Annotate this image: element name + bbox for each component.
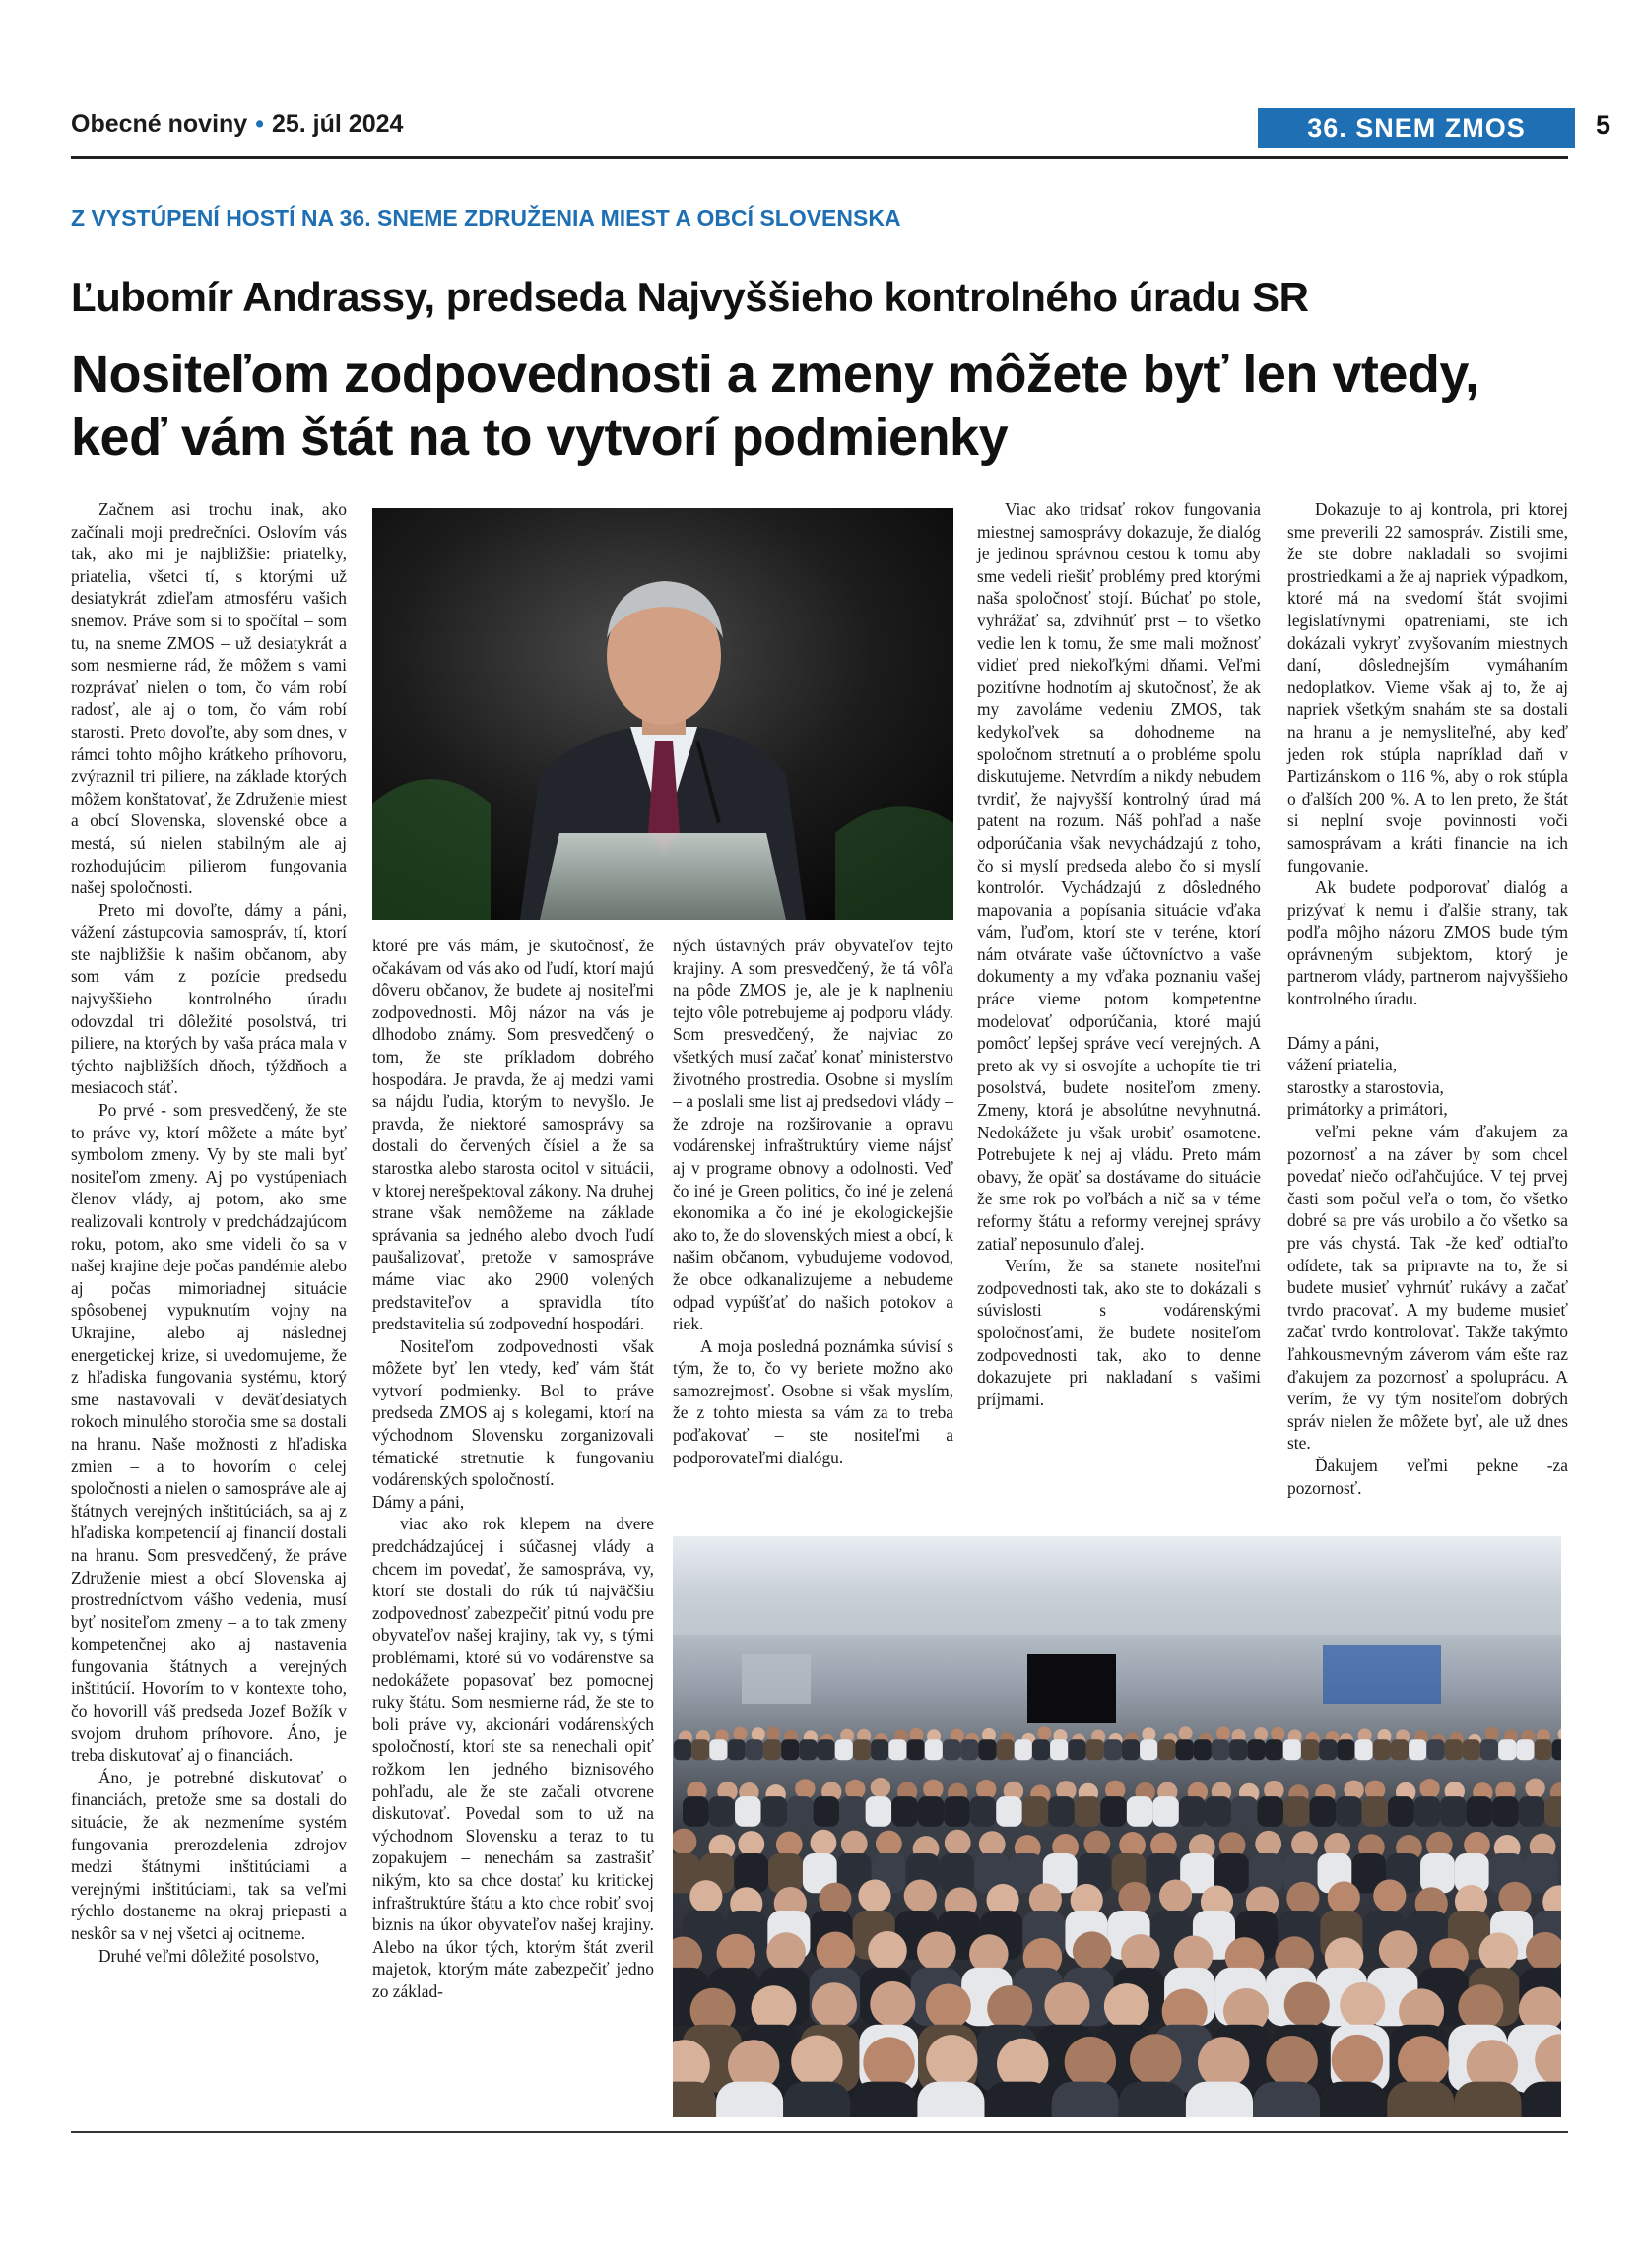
paragraph: ných ústavných práv obyvateľov tejto krajiny. A som presvedčený, že tá vôľa na pôde ZMOS je, ale je k naplneniu tejto vôle potrebujeme aj podporu vlády. Som presvedčený, že najviac zo všetkých musí začať konať ministerstvo životného prostredia. Osobne si myslím – a poslali sme list aj predsedovi vlády – že zdroje na rozširovanie a opravu vodárenskej infraštruktúry vieme nájsť aj v programe obnovy a odolnosti. Veď čo iné je Green politics, čo iné je zelená ekonomika a čo iné je ekologickejšie ako to, že do slovenských miest a obcí, k našim občanom, vybudujeme vodovod, že obce odkanalizujeme a nebudeme odpad vypúšťať do našich potokov a riek.: [673, 936, 953, 1334]
page-number: 5: [1596, 110, 1611, 140]
paragraph: Druhé veľmi dôležité posolstvo,: [98, 1945, 320, 1966]
audience-photo: [673, 1536, 1561, 2117]
paragraph: Po prvé - som presvedčený, že ste to práve vy, ktorí môžete a máte byť symbolom zmeny. Vy by ste mali byť nositeľom zmeny. Aj po vystúpeniach členov vlády, aj potom, ako sme realizovali kontroly v predchádzajúcom roku, potom, ako sme videli čo sa v našej krajine deje počas pandémie alebo aj počas mimoriadnej situácie spôsobenej vypuknutím vojny na Ukrajine, alebo aj následnej energetickej krize, si uvedomujeme, že z hľadiska fungovania systému, ktorý sme nastavovali v deväťdesiatych rokoch minulého storočia sme sa dostali na hranu. Naše možnosti z hľadiska zmien – a to hovorím o celej spoločnosti a nielen o samospráve ale aj štátnych verejných inštitúciách, sa aj z hľadiska kompetencií aj financií dostali na hranu. Som presvedčený, že práve Združenie miest a obcí Slovenska aj prostredníctvom vášho vedenia, musí byť nositeľom zmeny – a to tak zmeny kompetenčnej ako aj nastavenia fungovania štátnych a verejných inštitúcií. Hovorím to v kontexte toho, čo hovorill váš predseda Jozef Božík v svojom druhom príhovore. Áno, je treba diskutovať aj o financiách.: [71, 1100, 347, 1766]
salutation-line: Dámy a páni,: [1287, 1032, 1380, 1053]
section-label: 36. SNEM ZMOS: [1258, 108, 1575, 148]
paragraph: ktoré pre vás mám, je skutočnosť, že očakávam od vás ako od ľudí, ktorí majú dôveru občanov, že budete aj nositeľmi zodpovednosti. Môj názor na vás je dlhodobo známy. Som presvedčený o tom, že ste príkladom dobrého hospodára. Je pravda, že aj medzi vami sa nájdu ľudia, ktorým to nevyšlo. Je pravda, že niektoré samosprávy sa dostali do červených čísiel a že sa starostka alebo starosta ocitol v situácii, v ktorej nerešpektoval zákony. Na druhej strane však nemôžeme na základe správania sa jedného alebo dvoch ľudí paušalizovať, pretože v samospráve máme viac ako 2900 volených predstaviteľov a spravidla títo predstavitelia sú zodpovední hospodári.: [372, 936, 654, 1334]
footer-rule: [71, 2131, 1568, 2133]
publication-line: [71, 110, 403, 139]
article-column-5: [1287, 498, 1568, 1499]
article-column-2: [372, 935, 654, 2003]
article-speaker: Ľubomír Andrassy, predseda Najvyššieho kontrolného úradu SR: [71, 274, 1309, 320]
publication-date: 25. júl 2024: [271, 110, 404, 138]
article-headline: Nositeľom zodpovednosti a zmeny môžete byť len vtedy, keď vám štát na to vytvorí podmienky: [71, 345, 1479, 467]
paragraph: Nositeľom zodpovednosti však môžete byť len vtedy, keď vám štát vytvorí podmienky. Bol to práve predseda ZMOS aj s kolegami, ktorí na východnom Slovensku zorganizovali tématické stretnutie k fungovaniu vodárenských spoločností.: [372, 1335, 654, 1490]
paragraph: A moja posledná poznámka súvisí s tým, že to, čo vy beriete možno ako samozrejmosť. Osobne si však myslím, že z tohto miesta sa vám za to treba poďakovať – ste nositeľmi a podporovateľmi dialógu.: [673, 1335, 953, 1467]
header-rule: [71, 156, 1568, 159]
paragraph: Áno, je potrebné diskutovať o financiách, pretože sme sa dostali do situácie, že ak nezmeníme systém fungovania prerozdelenia zdrojov medzi štátnymi inštitúciami a verejnými inštitúciami, tak sa veľmi rýchlo dostaneme na okraj priepasti a neskôr sa v nej všetci aj ocitneme.: [71, 1767, 347, 1943]
article-column-3: [673, 935, 953, 1468]
paragraph: Ďakujem veľmi pekne -za pozornosť.: [1287, 1455, 1568, 1498]
paragraph: Začnem asi trochu inak, ako začínali moji predrečníci. Oslovím vás tak, ako mi je najbližšie: priatelky, priatelia, všetci tí, s ktorými už desiatykrát zdieľam atmosféru vašich snemov. Práve som si to spočítal – som tu, na sneme ZMOS – už desiatykrát a som nesmierne rád, že môžem s vami rozprávať nielen o tom, čo vám robí radosť, ale aj o tom, čo vám robí starosti. Preto dovoľte, aby som dnes, v rámci tohto môjho krátkeho príhovoru, zvýraznil tri piliere, na základe ktorých môžem konštatovať, že Združenie miest a obcí Slovenska, slovenské obce a mestá, sú nielen stabilným ale aj rozhodujúcim pilierom fungovania našej spoločnosti.: [71, 499, 347, 898]
paragraph: viac ako rok klepem na dvere predchádzajúcej i súčasnej vlády a chcem im povedať, že samospráva, vy, ktorí ste dostali do rúk tú najväčšiu zodpovednosť zabezpečiť pitnú vodu pre obyvateľov našej krajiny, tak vy, s tými problémami, ktoré sú vo vodárenstve sa nedokážete popasovať bez pomocnej ruky štátu. Som nesmierne rád, že ste to boli práve vy, akcionári vodárenských spoločností, ktorí ste sa nenechali opiť rožkom len jedného biznisového pohľadu, ale že ste začali otvorene diskutovať. Povedal som to už na východnom Slovensku a teraz to tu zopakujem – nenechám sa zastrašiť nikým, kto sa chce dostať ku kritickej infraštruktúre štátu a kto chce robiť svoj biznis na úkor obyvateľov našej krajiny. Alebo na úkor tých, ktorým štát zveril majetok, ktorým máte zabezpečiť jedno zo základ-: [372, 1514, 654, 2001]
salutation-line: vážení priatelia,: [1287, 1055, 1398, 1075]
article-kicker: Z VYSTÚPENÍ HOSTÍ NA 36. SNEME ZDRUŽENIA MIEST A OBCÍ SLOVENSKA: [71, 205, 901, 230]
paragraph: Dokazuje to aj kontrola, pri ktorej sme preverili 22 samospráv. Zistili sme, že ste dobre nakladali so svojimi prostriedkami a že aj napriek výpadkom, ktoré má na svedomí štát svojimi legislatívnymi opatreniami, ste ich dokázali vykryť zvyšovaním miestnych daní, dôslednejším vymáhaním nedoplatkov. Vieme však aj to, že aj napriek všetkým snahám ste sa dostali na hranu a je nemysliteľné, aby keď jeden rok stúpla napríklad daň v Partizánskom o 116 %, aby o rok stúpla o ďalších 200 %. A to len preto, že štát si neplní svoje povinnosti voči samosprávam a kráti financie na ich fungovanie.: [1287, 499, 1568, 875]
publication-name: Obecné noviny: [71, 110, 248, 138]
salutation-line: starostky a starostovia,: [1287, 1076, 1444, 1097]
article-column-4: [977, 498, 1261, 1410]
article-column-1: [71, 498, 347, 1967]
paragraph: Dámy a páni,: [372, 1491, 465, 1512]
paragraph: Preto mi dovoľte, dámy a páni, vážení zástupcovia samospráv, tí, ktorí ste najbližšie k našim občanom, aby som vám z pozície predsedu najvyššieho kontrolného úradu odovzdal tri dôležité posolstvá, tri piliere, na ktorých by vaša práca mala v týchto najbližších dňoch, týždňoch a mesiacoch stáť.: [71, 899, 347, 1098]
paragraph: veľmi pekne vám ďakujem za pozornosť a na záver by som chcel povedať niečo odľahčujúce. V tej prvej časti som počul veľa o tom, čo všetko dobré sa pre vás urobilo a čo všetko sa pre vás chystá. Tak -že keď odtiaľto odídete, tak sa pripravte na to, že si budete musieť vyhrnúť rukávy a začať tvrdo pracovať. A my budeme musieť začať tvrdo kontrolovať. Takže takýmto ľahkousmevným záverom vám ešte raz ďakujem za pozornosť a spoluprácu. A verím, že vy tým nositeľom dobrých správ nielen že môžete byť, ale už dnes ste.: [1287, 1122, 1568, 1454]
page-header: [71, 108, 1611, 148]
separator-dot: •: [255, 110, 264, 138]
salutation-line: primátorky a primátori,: [1287, 1099, 1448, 1120]
paragraph: Viac ako tridsať rokov fungovania miestnej samosprávy dokazuje, že dialóg je jedinou správnou cestou k tomu aby sme vedeli riešiť problémy pred ktorými naša spoločnosť stojí. Búchať po stole, vyhrážať sa, zdvihnúť prst – to všetko vedie len k tomu, že sme mali možnosť vidieť pred niekoľkými dňami. Veľmi pozitívne hodnotím aj skutočnosť, že ak my zavoláme vedeniu ZMOS, tak kedykoľvek sa dohodneme na spoločnom stretnutí a o probléme spolu diskutujeme. Netvrdím a nikdy nebudem tvrdiť, že najvyšší kontrolný úrad má patent na rozum. Náš pohľad a naše odporúčania však nevychádzajú z toho, čo si myslí predseda alebo čo si myslí kontrolór. Vychádzajú z dôsledného mapovania a popísania situácie vďaka vám, ľuďom, ktorí ste v teréne, ktorí nám otvárate vaše účtovníctvo a vaše dokumenty a my vďaka poznaniu vašej práce vieme potom kompetentne modelovať odporúčania, ktoré majú pomôcť lepšej správe vecí verejných. A preto ak vy si osvojíte a uchopíte tie tri posolstvá, budete nositeľom zmeny. Zmeny, ktorá je absolútne nevyhnutná. Nedokážete ju však urobiť osamotene. Potrebujete k nej aj vládu. Preto mám obavy, že opäť sa dostávame do situácie že sme rok po voľbách a nič sa v téme reformy štátu a reformy verejnej správy zatiaľ neposunulo ďalej.: [977, 499, 1261, 1254]
paragraph: Ak budete podporovať dialóg a prizývať k nemu i ďalšie strany, tak podľa môjho názoru ZMOS bude tým oprávneným subjektom, ktorý je partnerom vlády, partnerom najvyššieho kontrolného úradu.: [1287, 877, 1568, 1009]
speaker-photo: [372, 508, 953, 920]
paragraph: Verím, že sa stanete nositeľmi zodpovednosti tak, ako ste to dokázali s súvislosti s vodárenskými spoločnosťami, že budete nositeľom zodpovednosti tak, ako to denne dokazujete pri nakladaní s vašimi príjmami.: [977, 1256, 1261, 1409]
